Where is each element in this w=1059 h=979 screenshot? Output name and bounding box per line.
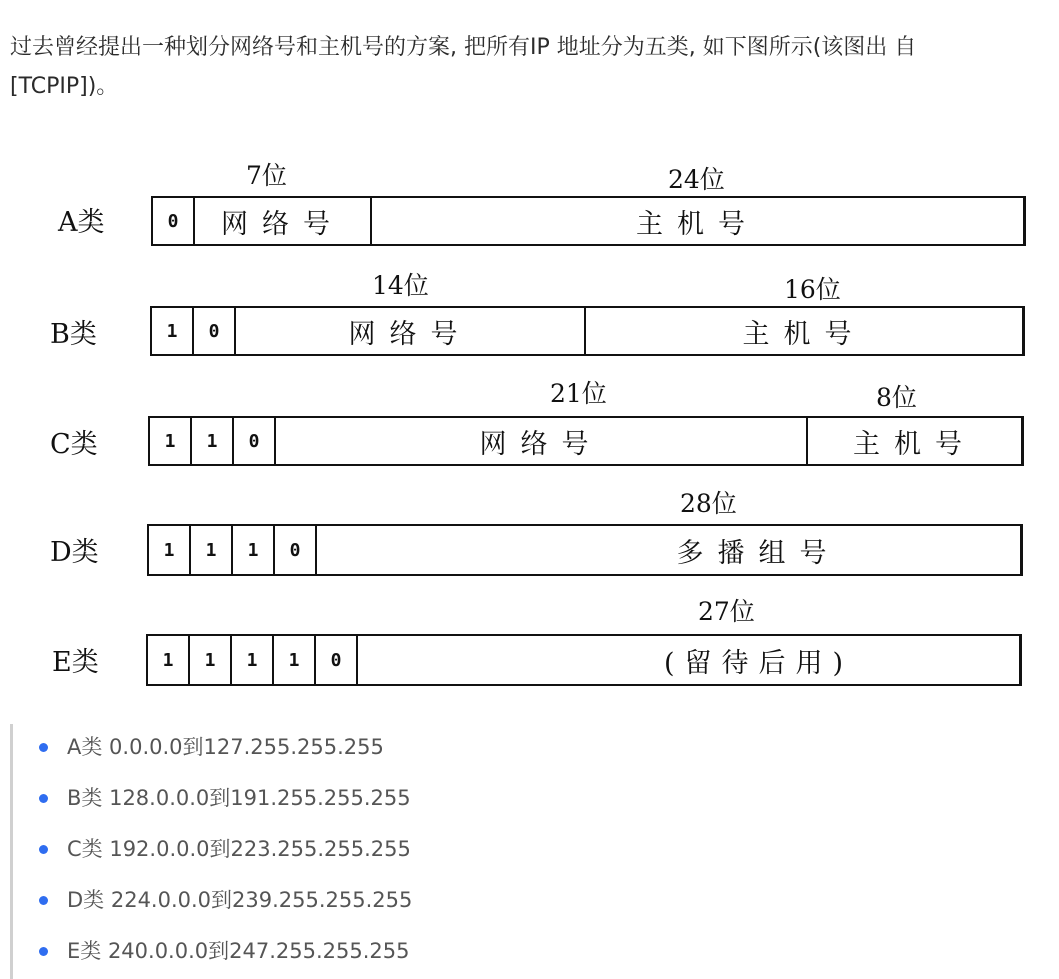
class-e-label: E类: [52, 647, 99, 678]
class-d-bit-1: 1: [149, 526, 191, 574]
list-item: [33, 775, 633, 826]
class-d-field-bits: 28位: [680, 489, 737, 518]
class-c-host-bits: 8位: [876, 383, 917, 412]
intro-paragraph: 过去曾经提出一种划分网络号和主机号的方案, 把所有IP 地址分为五类, 如下图所示(该图出 自 [TCPIP])。: [10, 35, 917, 99]
class-b-bit-2: 0: [194, 308, 236, 354]
class-d-bit-4: 0: [275, 526, 317, 574]
bullet-icon: [39, 845, 48, 854]
class-c-bit-2: 1: [192, 418, 234, 464]
class-e-bit-5: 0: [316, 636, 358, 684]
class-c-label: C类: [50, 429, 98, 460]
class-a-bit-0: 0: [153, 198, 195, 244]
class-c-bit-3: 0: [234, 418, 276, 464]
class-a-host-bits: 24位: [668, 165, 725, 194]
bullet-icon: [39, 947, 48, 956]
bullet-icon: [39, 896, 48, 905]
class-e-address-box: [146, 634, 1022, 686]
class-d-label: D类: [50, 537, 99, 568]
class-a-label: A类: [58, 207, 105, 238]
class-a-net-bits: 7位: [246, 161, 287, 190]
class-b-host-field: 主机号: [742, 318, 866, 350]
class-c-host-field: 主机号: [853, 428, 976, 460]
class-c-net-bits: 21位: [550, 379, 607, 408]
class-e-reserved-field: (留待后用): [663, 647, 854, 679]
list-item: [33, 928, 633, 979]
class-b-net-bits: 14位: [372, 271, 429, 300]
class-c-bit-1: 1: [150, 418, 192, 464]
class-e-bit-1: 1: [148, 636, 190, 684]
list-item: [33, 826, 633, 877]
list-item: [33, 724, 633, 775]
class-e-bit-2: 1: [190, 636, 232, 684]
range-class-c: C类 192.0.0.0到223.255.255.255: [67, 837, 411, 861]
range-class-b: B类 128.0.0.0到191.255.255.255: [67, 786, 411, 810]
class-a-host-field: 主机号: [636, 208, 759, 240]
bullet-icon: [39, 794, 48, 803]
class-e-bit-4: 1: [274, 636, 316, 684]
range-class-e: E类 240.0.0.0到247.255.255.255: [67, 939, 410, 963]
class-b-address-box: [150, 306, 1025, 356]
class-e-field-bits: 27位: [698, 597, 755, 626]
class-d-multicast-field: 多播组号: [676, 537, 841, 569]
list-item: [33, 877, 633, 928]
range-class-a: A类 0.0.0.0到127.255.255.255: [67, 735, 384, 759]
ip-class-range-list: [10, 724, 633, 979]
class-e-bit-3: 1: [232, 636, 274, 684]
class-a-address-box: [151, 196, 1026, 246]
class-d-bit-2: 1: [191, 526, 233, 574]
bullet-icon: [39, 743, 48, 752]
class-a-network-field: 网络号: [195, 198, 372, 244]
class-b-label: B类: [50, 319, 97, 350]
class-b-network-field: 网络号: [236, 308, 586, 354]
class-c-network-field: 网络号: [276, 418, 808, 464]
class-b-host-bits: 16位: [784, 275, 841, 304]
range-class-d: D类 224.0.0.0到239.255.255.255: [67, 888, 413, 912]
class-d-address-box: [147, 524, 1023, 576]
class-b-bit-1: 1: [152, 308, 194, 354]
class-c-address-box: [148, 416, 1024, 466]
class-d-bit-3: 1: [233, 526, 275, 574]
